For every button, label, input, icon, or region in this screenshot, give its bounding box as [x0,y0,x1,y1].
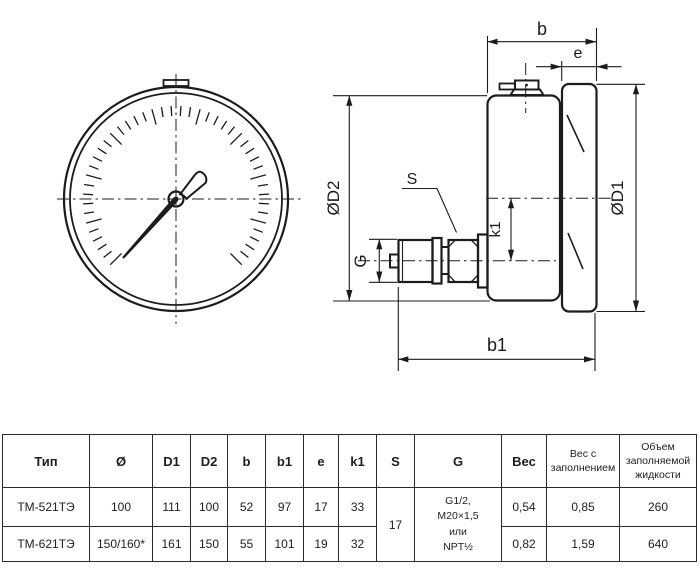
g-line: NPT½ [443,540,473,553]
cell-diameter: 150/160* [90,527,153,562]
header-d2: D2 [191,435,228,488]
s-leader-line [437,189,457,233]
header-k1: k1 [339,435,377,488]
cell-b1: 101 [266,527,304,562]
dial-tick [258,212,268,214]
dial-tick [93,157,102,162]
d1-label: ØD1 [608,180,627,216]
dial-tick [180,106,181,116]
dial-tick [110,133,121,144]
dial-tick [246,244,254,250]
dial-tick [125,121,131,129]
dial-tick [152,109,156,124]
dial-tick [104,141,112,147]
s-label: S [406,171,418,188]
cell-weight-filled: 1,59 [547,527,620,562]
dial-tick [134,116,139,125]
dial-tick [86,175,101,179]
cell-e: 19 [304,527,339,562]
cell-g-merged [415,488,502,562]
header-diameter: Ø [90,435,153,488]
flange-glass-mark-bottom [568,233,583,269]
cell-k1: 33 [339,488,377,527]
header-fill-volume: Объем заполняемой жидкости [620,435,697,488]
cell-diameter: 100 [90,488,153,527]
dial-tick [259,203,269,204]
cell-weight: 0,54 [502,488,547,527]
cell-weight-filled: 0,85 [547,488,620,527]
header-d1: D1 [153,435,191,488]
dial-tick [89,166,98,170]
dial-tick [214,116,219,125]
dial-tick [83,203,93,204]
table-row [3,527,697,562]
dial-tick [230,253,241,264]
d2-label: ØD2 [324,180,343,216]
cell-b: 55 [228,527,266,562]
header-g: G [415,435,502,488]
dial-tick [118,127,124,135]
flange-glass-mark-top [567,115,584,152]
dial-tick [189,107,191,117]
header-s: S [377,435,415,488]
dial-tick [241,251,249,257]
k1-label: k1 [487,221,504,238]
cell-type: ТМ-521ТЭ [3,488,90,527]
dial-tick [221,121,227,129]
dial-tick [258,185,268,187]
g-line: М20×1,5 [437,510,479,523]
dial-tick [230,133,241,144]
table-row [3,488,697,527]
dial-tick [162,107,164,117]
dial-tick [171,106,172,116]
cell-volume: 640 [620,527,697,562]
dial-tick [250,237,259,242]
dial-tick [228,127,234,135]
needle-counterweight [180,172,206,199]
dial-tick [84,185,94,187]
dial-tick [250,157,259,162]
g-line: или [449,525,467,538]
dial-tick [84,212,94,214]
cell-k1: 32 [339,527,377,562]
dial-tick [250,219,265,223]
front-flange [562,84,597,312]
dial-tick [206,112,210,121]
header-e: e [304,435,339,488]
dial-tick [83,194,93,195]
dial-tick [110,253,121,264]
cell-type: ТМ-621ТЭ [3,527,90,562]
dial-tick [104,251,112,257]
side-view [358,63,612,312]
table-header-row [3,435,697,488]
dial-tick [143,112,147,121]
dial-tick [93,237,102,242]
filler-valve [500,63,544,113]
front-view [57,74,301,324]
dial-tick [98,244,106,250]
b1-label: b1 [486,335,508,355]
cell-s-merged: 17 [377,488,415,562]
header-weight-filled: Вес с заполнением [547,435,620,488]
dial-tick [89,229,98,233]
dial-tick [246,148,254,154]
dial-tick [98,148,106,154]
cell-d1: 161 [153,527,191,562]
needle [122,172,206,259]
e-label: e [573,45,583,62]
dial-tick [259,194,269,195]
dial-tick [241,141,249,147]
b-label: b [536,19,548,39]
needle-hub-dot [174,197,179,202]
dial-tick [250,175,265,179]
dial-tick [254,166,263,170]
header-b1: b1 [266,435,304,488]
cell-e: 17 [304,488,339,527]
g-line: G1/2, [445,495,471,508]
cell-b1: 97 [266,488,304,527]
filler-valve-lever [500,84,516,90]
filler-valve-dot [525,84,528,87]
cell-b: 52 [228,488,266,527]
dial-tick [196,109,200,124]
dimensions-table [2,434,697,562]
header-b: b [228,435,266,488]
cell-d2: 150 [191,527,228,562]
header-type: Тип [3,435,90,488]
dial-tick [254,229,263,233]
g-label: G [351,254,370,268]
needle-pointer [122,197,178,259]
cell-d1: 111 [153,488,191,527]
dial-tick [86,219,101,223]
cell-d2: 100 [191,488,228,527]
header-weight: Вес [502,435,547,488]
cell-volume: 260 [620,488,697,527]
cell-weight: 0,82 [502,527,547,562]
